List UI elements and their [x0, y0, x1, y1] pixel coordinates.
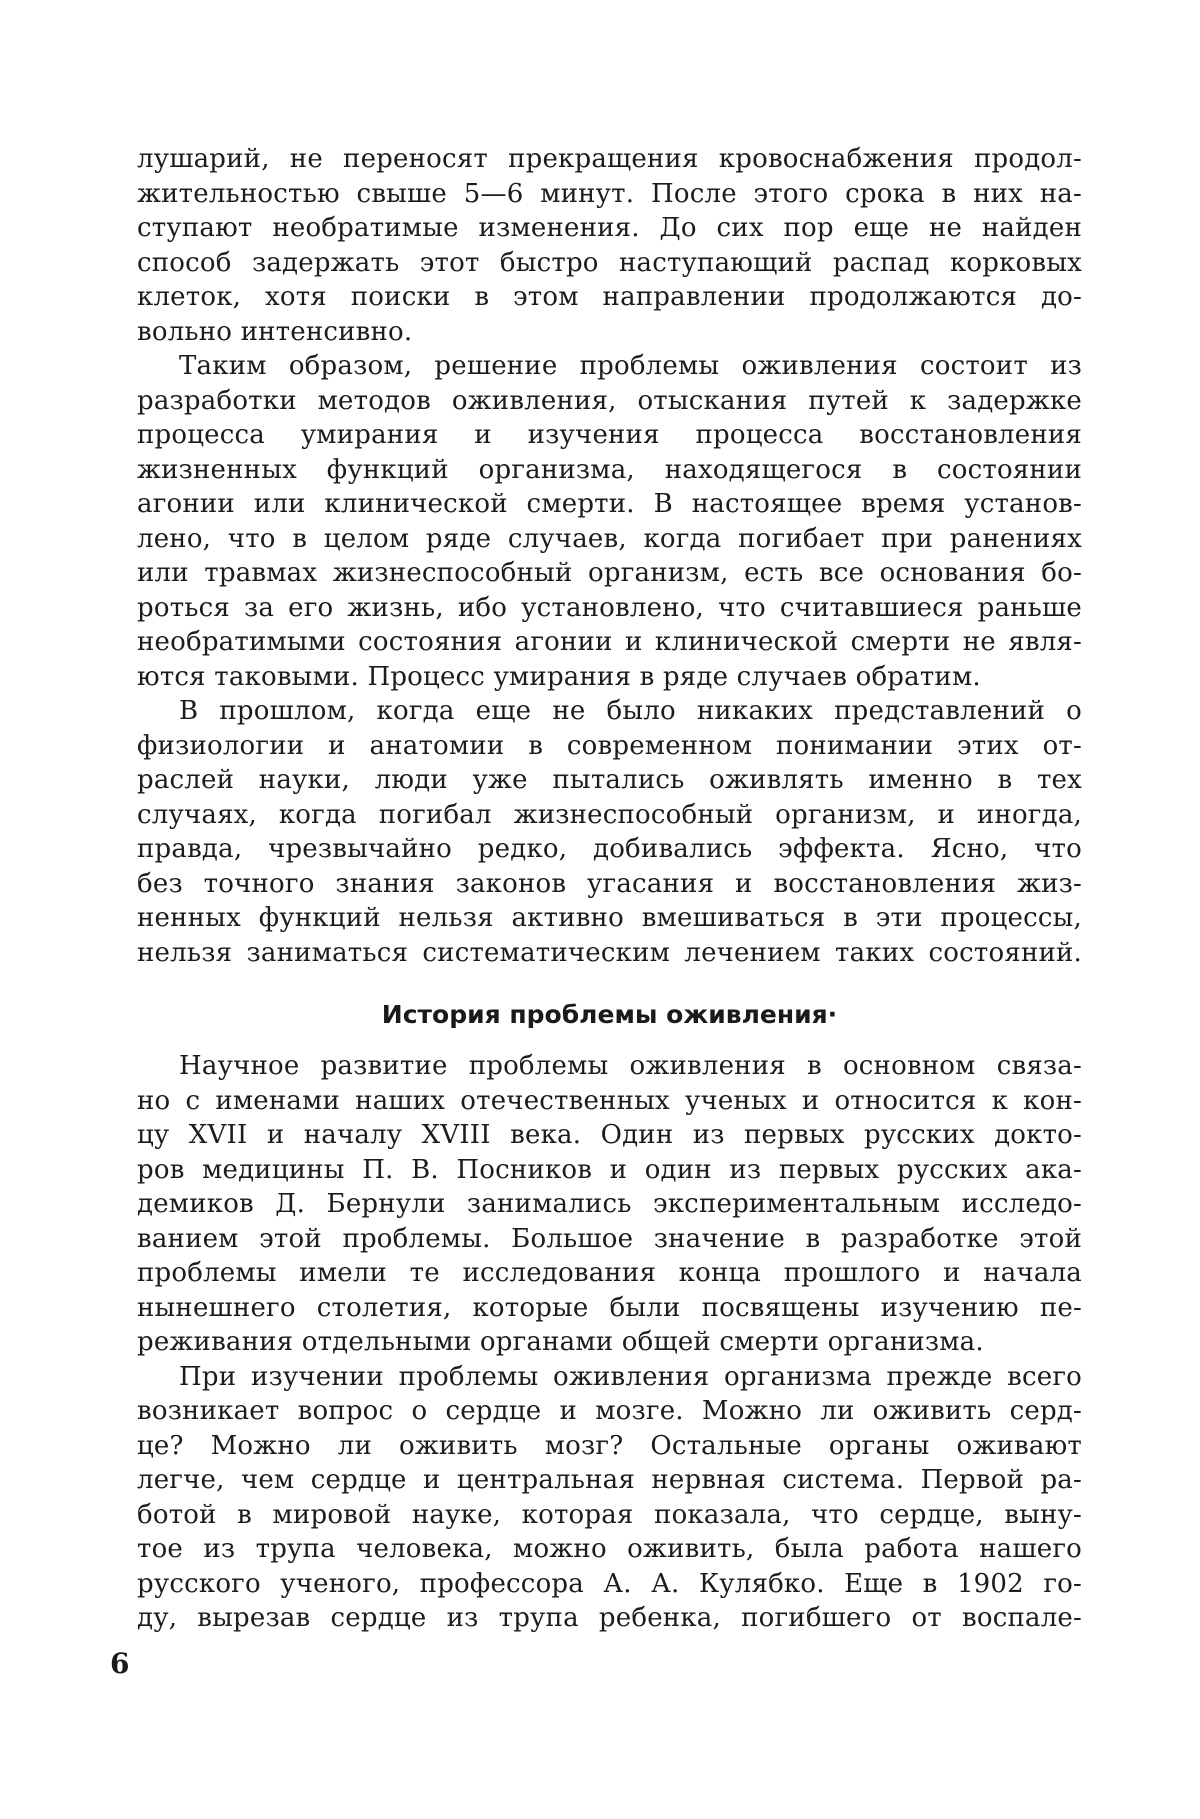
text-line: Таким образом, решение проблемы оживления состоит из: [179, 351, 1082, 381]
text-line: ров медицины П. В. Посников и один из первых русских ака-: [137, 1154, 1082, 1185]
text-line: физиологии и анатомии в современном понимании этих от-: [137, 730, 1082, 761]
text-line: роться за его жизнь, ибо установлено, что считавшиеся раньше: [137, 592, 1082, 623]
text-line: без точного знания законов угасания и восстановления жиз-: [137, 868, 1082, 899]
text-line: ботой в мировой науке, которая показала, что сердце, выну-: [137, 1499, 1082, 1530]
text-line: но с именами наших отечественных ученых и относится к кон-: [137, 1085, 1082, 1116]
text-line: ванием этой проблемы. Большое значение в разработке этой: [137, 1223, 1082, 1254]
text-line: ненных функций нельзя активно вмешиваться в эти процессы,: [137, 903, 1082, 933]
text-line: раслей науки, люди уже пытались оживлять именно в тех: [137, 765, 1082, 795]
text-line: необратимыми состояния агонии и клинической смерти не явля-: [137, 627, 1082, 657]
text-line: или травмах жизнеспособный организм, есть все основания бо-: [137, 558, 1082, 588]
text-line: способ задержать этот быстро наступающий распад корковых: [137, 247, 1082, 278]
text-line: легче, чем сердце и центральная нервная система. Первой ра-: [137, 1465, 1082, 1495]
text-line: лено, что в целом ряде случаев, когда погибает при ранениях: [137, 523, 1082, 554]
text-line: При изучении проблемы оживления организма прежде всего: [179, 1361, 1082, 1392]
text-line: жизненных функций организма, находящегося в состоянии: [137, 454, 1082, 485]
text-line: возникает вопрос о сердце и мозге. Можно ли оживить серд-: [137, 1396, 1082, 1426]
text-line: правда, чрезвычайно редко, добивались эффекта. Ясно, что: [137, 834, 1082, 864]
text-line: реживания отдельными органами общей смерти организма.: [137, 1327, 984, 1357]
text-line: процесса умирания и изучения процесса восстановления: [137, 420, 1082, 450]
text-line: це? Можно ли оживить мозг? Остальные органы оживают: [137, 1430, 1082, 1461]
text-line: лушарий, не переносят прекращения кровоснабжения продол-: [137, 144, 1082, 174]
text-block-bottom: [137, 1049, 1082, 1636]
text-line: демиков Д. Бернули занимались экспериментальным исследо-: [137, 1189, 1082, 1219]
text-line: ются таковыми. Процесс умирания в ряде случаев обратим.: [137, 661, 981, 692]
text-block-top: [137, 142, 1082, 970]
text-line: случаях, когда погибал жизнеспособный организм, и иногда,: [137, 799, 1082, 830]
text-line: агонии или клинической смерти. В настоящее время установ-: [137, 489, 1082, 519]
text-line: клеток, хотя поиски в этом направлении продолжаются до-: [137, 282, 1082, 312]
text-line: разработки методов оживления, отыскания путей к задержке: [137, 385, 1082, 416]
text-line: жительностью свыше 5—6 минут. После этого срока в них на-: [137, 178, 1082, 209]
text-line: тое из трупа человека, можно оживить, была работа нашего: [137, 1534, 1082, 1564]
text-line: нынешнего столетия, которые были посвящены изучению пе-: [137, 1292, 1082, 1323]
text-line: проблемы имели те исследования конца прошлого и начала: [137, 1258, 1082, 1288]
text-line: ду, вырезав сердце из трупа ребенка, погибшего от воспале-: [137, 1603, 1082, 1633]
text-line: русского ученого, профессора А. А. Кулябко. Еще в 1902 го-: [137, 1568, 1082, 1599]
text-line: В прошлом, когда еще не было никаких представлений о: [179, 696, 1082, 726]
text-line: нельзя заниматься систематическим лечением таких состояний.: [137, 937, 1082, 968]
text-line: цу XVII и началу XVIII века. Один из первых русских докто-: [137, 1120, 1082, 1150]
text-line: вольно интенсивно.: [137, 316, 413, 347]
text-line: ступают необратимые изменения. До сих пор еще не найден: [137, 213, 1082, 243]
text-line: Научное развитие проблемы оживления в основном связа-: [179, 1051, 1082, 1081]
page-number: 6: [110, 1647, 130, 1680]
section-heading: История проблемы оживления·: [381, 1000, 838, 1029]
